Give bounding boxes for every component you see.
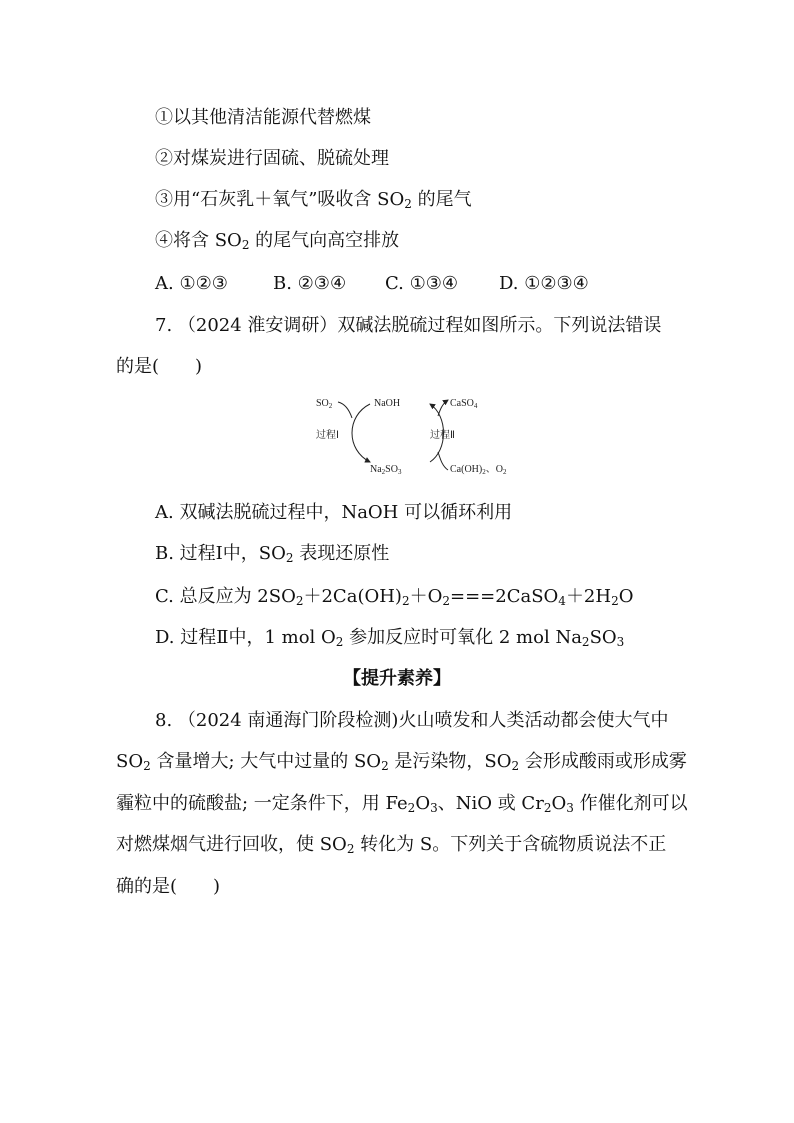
so2-label: $SO_2$ [316,398,333,410]
double-alkali-diagram [300,388,530,480]
q8-line4: 对燃煤烟气进行回收，使 $SO_2$ 转化为 S。下列关于含硫物质说法不正 [116,834,667,856]
process2-label: 过程Ⅱ [430,430,455,441]
q7-option-b: B. 过程Ⅰ中，$SO_2$ 表现还原性 [155,543,390,565]
q8-line3: 霾粒中的硫酸盐; 一定条件下，用 $Fe_2O_3$、NiO 或 $Cr_2O_3$ 作催化剂可以 [116,793,688,815]
so2-input-curve [338,402,352,418]
q8-line5: 确的是( ) [116,876,221,897]
q7-option-a: A. 双碱法脱硫过程中，NaOH 可以循环利用 [155,502,513,523]
caoh2-o2-label: $Ca(OH)_2$、$O_2$ [450,464,507,476]
q6-option-b: B. ②③④ [273,273,347,294]
caoh2-input-curve [438,452,448,470]
list-item-1: ①以其他清洁能源代替燃煤 [155,107,371,128]
list-item-2: ②对煤炭进行固硫、脱硫处理 [155,148,389,169]
list-item-4: ④将含 $SO_2$ 的尾气向高空排放 [155,230,400,252]
section-heading: 【提升素养】 [343,668,451,689]
caso4-label: CaSO$_4$ [450,398,478,410]
q6-option-d: D. ①②③④ [499,273,589,294]
q7-option-d: D. 过程Ⅱ中，1 mol $O_2$ 参加反应时可氧化 2 mol $Na_2SO_3$ [155,627,625,649]
q6-option-a: A. ①②③ [155,273,228,294]
q7-option-c: C. 总反应为 $2SO_2+2Ca(OH)_2+O_2===2CaSO_4+2H_2O$ [155,586,634,608]
naoh-label: NaOH [374,398,401,409]
na2so3-label: $Na_2SO_3$ [370,464,402,476]
q6-options [155,272,589,296]
caso4-output-curve [438,400,448,416]
q7-stem-line1: 7. （2024 淮安调研）双碱法脱硫过程如图所示。下列说法错误 [155,315,662,336]
q6-option-c: C. ①③④ [385,273,458,294]
q8-line2: $SO_2$ 含量增大; 大气中过量的 $SO_2$ 是污染物，$SO_2$ 会形成酸雨或形成雾 [116,751,687,773]
process1-arc [352,404,370,462]
q8-line1: 8. （2024 南通海门阶段检测)火山喷发和人类活动都会使大气中 [155,710,669,731]
process1-label: 过程Ⅰ [316,430,339,441]
q7-stem-line2: 的是( ) [116,356,203,377]
list-item-3: ③用“石灰乳＋氧气”吸收含 $SO_2$ 的尾气 [155,189,472,211]
